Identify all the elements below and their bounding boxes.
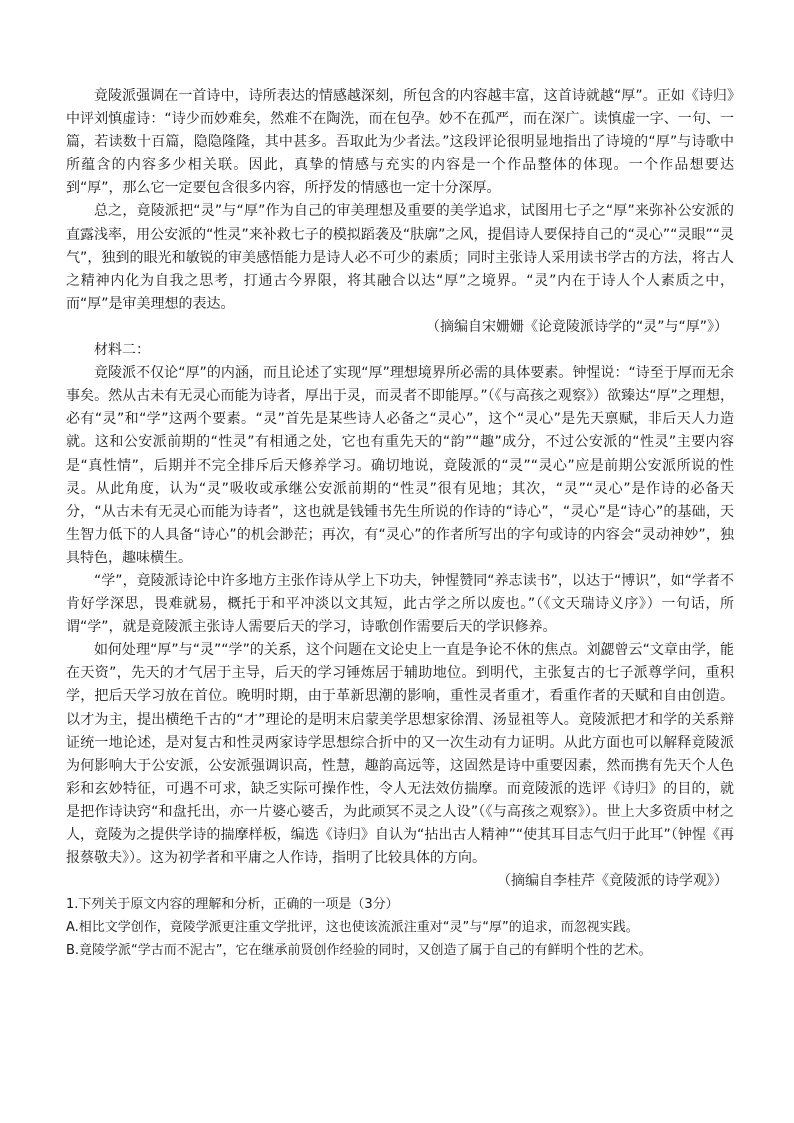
paragraph-relationship: 如何处理“厚”与“灵”“学”的关系，这个问题在文论史上一直是争论不休的焦点。刘勰曾云“文章由学，能在天资”，先天的才气居于主导，后天的学习锤炼居于辅助地位。到明代，主张复古的七子派尊学问，重积学，把后天学习放在首位。晚明时期，由于革新思潮的影响，重性灵者重才，看重作者的天赋和自由创造。以才为主，提出横绝千古的“才”理论的是明末启蒙美学思想家徐渭、汤显祖等人。竟陵派把才和学的关系辩证统一地论述，是对复古和性灵两家诗学思想综合折中的又一次生动有力证明。从此方面也可以解释竟陵派为何影响大于公安派，公安派强调识高，性慧，趣韵高远等，这固然是诗中重要因素，然而携有先天个人色彩和玄妙特征，可遇不可求，缺乏实际可操作性，令人无法效仿揣摩。而竟陵派的选评《诗归》的目的，就是把作诗诀窍“和盘托出，亦一片婆心婆舌，为此顽冥不灵之人设”（《与高孩之观察》）。世上大多资质中材之人，竟陵为之提供学诗的揣摩样板，编选《诗归》自认为“拈出古人精神”“使其耳目志气归于此耳”（钟惺《再报蔡敬夫》）。这为初学者和平庸之人作诗，指明了比较具体的方向。	[66, 642, 734, 867]
paragraph-xue: “学”，竟陵派诗论中许多地方主张作诗从学上下功夫，钟惺赞同“养志读书”，以达于“博识”，如“学者不肯好学深思，畏难就易，概托于和平冲淡以文其短，此古学之所以废也。”（《文天瑞诗义序》）一句话，所谓“学”，就是竟陵派主张诗人需要后天的学习，诗歌创作需要后天的学识修养。	[66, 572, 734, 636]
question-stem: 1.下列关于原文内容的理解和分析，正确的一项是（3分）	[66, 897, 399, 913]
material-two-label: 材料二：	[94, 342, 150, 359]
source-citation-1: （摘编自宋姗姗《论竟陵派诗学的“灵”与“厚”》）	[425, 318, 728, 335]
paragraph-summary: 总之，竟陵派把“灵”与“厚”作为自己的审美理想及重要的美学追求，试图用七子之“厚”来弥补公安派的直露浅率，用公安派的“性灵”来补救七子的模拟蹈袭及“肤廓”之风，提倡诗人要保持自己的“灵心”“灵眼”“灵气”，独到的眼光和敏锐的审美感悟能力是诗人必不可少的素质；同时主张诗人采用读书学古的方法，将古人之精神内化为自我之思考，打通古今界限，将其融合以达“厚”之境界。“灵”内在于诗人个人素质之中，而“厚”是审美理想的表达。	[66, 203, 734, 312]
source-citation-2: （摘编自李桂芹《竟陵派的诗学观》）	[497, 873, 728, 890]
option-a[interactable]: A.相比文学创作，竟陵学派更注重文学批评，这也使该流派注重对“灵”与“厚”的追求，而忽视实践。	[66, 920, 639, 936]
document-body	[66, 85, 734, 962]
option-b[interactable]: B.竟陵学派“学古而不泥古”，它在继承前贤创作经验的同时，又创造了属于自己的有鲜明个性的艺术。	[66, 943, 652, 959]
question-block	[66, 893, 734, 962]
paragraph-ling-elements: 竟陵派不仅论“厚”的内涵，而且论述了实现“厚”理想境界所必需的具体要素。钟惺说：“诗至于厚而无余事矣。然从古未有无灵心而能为诗者，厚出于灵，而灵者不即能厚。”（《与高孩之观察》）欲臻达“厚”之理想，必有“灵”和“学”这两个要素。“灵”首先是某些诗人必备之“灵心”，这个“灵心”是先天禀赋，非后天人力造就。这和公安派前期的“性灵”有相通之处，它也有重先天的“韵”“趣”成分，不过公安派的“性灵”主要内容是“真性情”，后期并不完全排斥后天修养学习。确切地说，竟陵派的“灵”“灵心”应是前期公安派所说的性灵。从此角度，认为“灵”吸收或承继公安派前期的“性灵”很有见地；其次，“灵”“灵心”是作诗的必备天分，“从古未有无灵心而能为诗者”，这也就是钱锺书先生所说的作诗的“诗心”，“灵心”是“诗心”的基础，天生智力低下的人具备“诗心”的机会渺茫；再次，有“灵心”的作者所写出的字句或诗的内容会“灵动神妙”，独具特色，趣味横生。	[66, 365, 734, 566]
paragraph-hou-definition: 竟陵派强调在一首诗中，诗所表达的情感越深刻，所包含的内容越丰富，这首诗就越“厚”。正如《诗归》中评刘慎虚诗：“诗少而妙难矣，然难不在陶洗，而在包孕。妙不在孤严，而在深广。读慎虚一字、一句、一篇，若读数十百篇，隐隐隆隆，其中甚多。吾取此为少者法。”这段评论很明显地指出了诗境的“厚”与诗歌中所蕴含的内容多少相关联。因此，真挚的情感与充实的内容是一个作品整体的体现。一个作品想要达到“厚”，那么它一定要包含很多内容，所抒发的情感也一定十分深厚。	[66, 88, 734, 197]
